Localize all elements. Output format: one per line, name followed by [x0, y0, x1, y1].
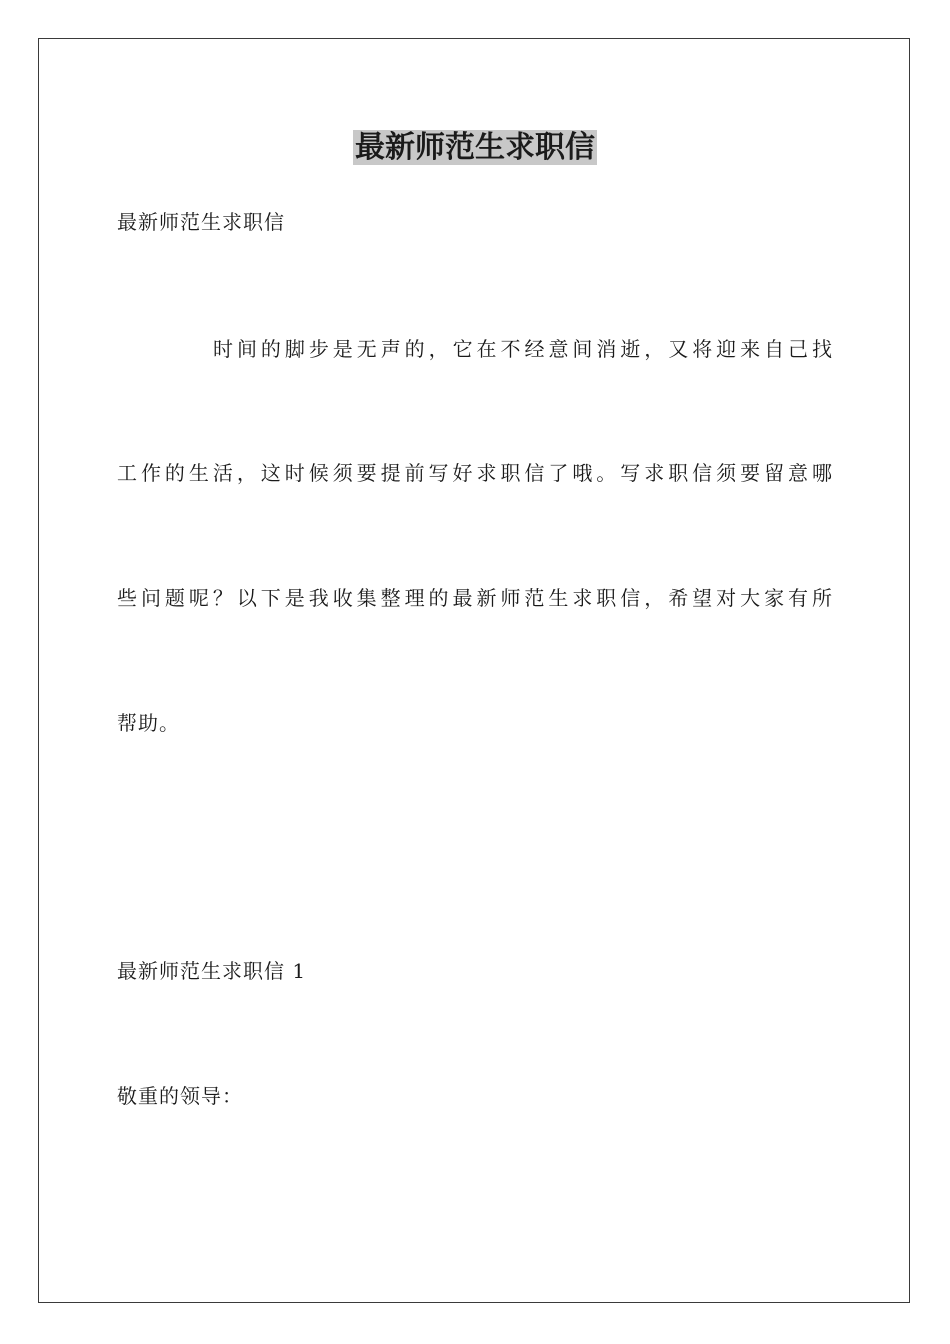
document-subtitle: 最新师范生求职信 [117, 210, 285, 234]
document-title [0, 128, 950, 168]
intro-line-2: 工作的生活，这时候须要提前写好求职信了哦。写求职信须要留意哪 [117, 461, 833, 485]
section-heading: 最新师范生求职信 1 [117, 959, 307, 983]
salutation: 敬重的领导： [117, 1084, 243, 1108]
intro-line-4: 帮助。 [117, 711, 180, 735]
document-title-text: 最新师范生求职信 [355, 130, 595, 165]
intro-line-1: 时间的脚步是无声的，它在不经意间消逝，又将迎来自己找 [213, 337, 833, 361]
intro-line-3: 些问题呢？以下是我收集整理的最新师范生求职信，希望对大家有所 [117, 586, 833, 610]
